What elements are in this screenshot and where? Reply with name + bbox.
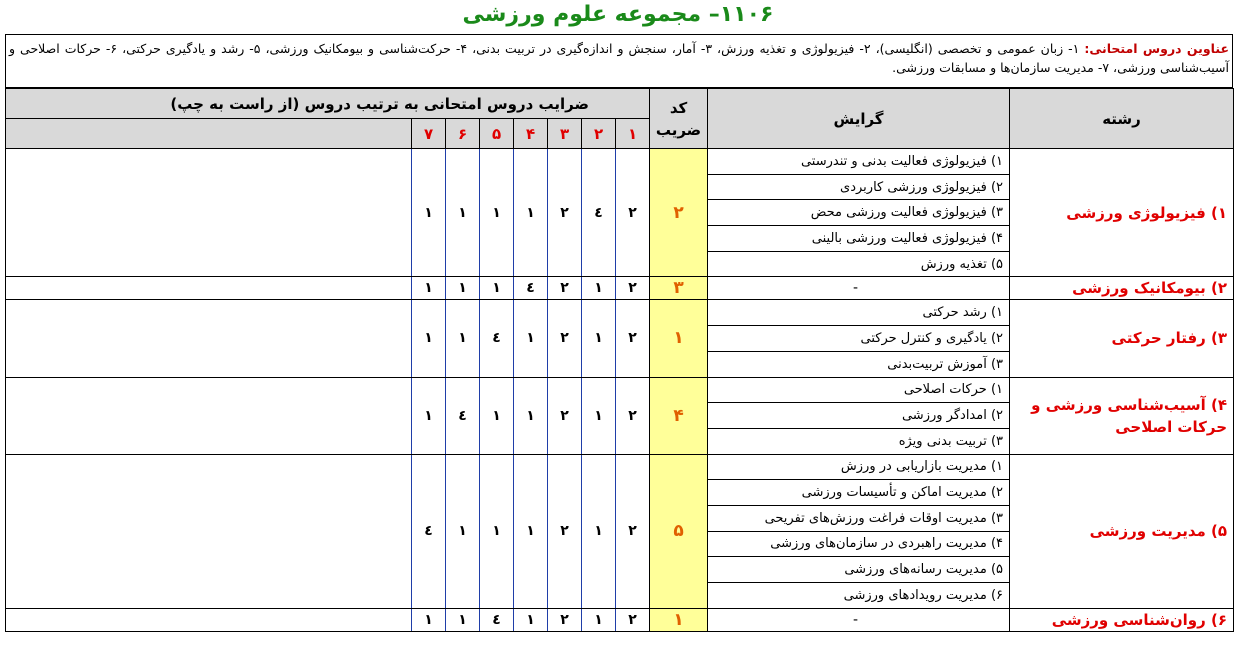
header-field: رشته	[1010, 89, 1234, 149]
coefficient-value: ۱	[412, 277, 446, 300]
coefficient-value: ۱	[412, 300, 446, 377]
coefficient-value: ۲	[548, 454, 582, 608]
coef-number-1: ۱	[616, 119, 650, 149]
coefficient-value: ۲	[548, 300, 582, 377]
track-name: ۵) تغذیه ورزش	[708, 251, 1010, 277]
exam-subjects-intro	[5, 34, 1233, 88]
coefficient-value: ۱	[514, 300, 548, 377]
track-name: ۵) مدیریت رسانه‌های ورزشی	[708, 557, 1010, 583]
coefficient-value: ۱	[514, 608, 548, 631]
coefficient-code: ۱	[650, 608, 708, 631]
track-name: ۴) فیزیولوژی فعالیت ورزشی بالینی	[708, 226, 1010, 252]
coefficient-value: ۱	[480, 277, 514, 300]
coefficient-value: ۱	[446, 608, 480, 631]
coefficient-code: ۵	[650, 454, 708, 608]
table-row	[6, 454, 1234, 480]
empty-cell	[6, 608, 412, 631]
empty-cell	[6, 454, 412, 608]
coefficient-value: ۱	[446, 454, 480, 608]
coefficient-value: ۲	[548, 277, 582, 300]
coefficient-value: ۲	[548, 377, 582, 454]
coefficient-value: ۱	[480, 377, 514, 454]
header-track: گرایش	[708, 89, 1010, 149]
field-name: ۳) رفتار حرکتی	[1010, 300, 1234, 377]
header-code-label: کد ضریب	[655, 98, 702, 139]
coefficient-value: ۲	[616, 277, 650, 300]
coefficient-value: ۱	[582, 608, 616, 631]
coefficient-value: ۱	[412, 608, 446, 631]
track-name: ۱) حرکات اصلاحی	[708, 377, 1010, 403]
track-name: ۲) فیزیولوژی ورزشی کاربردی	[708, 174, 1010, 200]
coefficient-value: ۲	[616, 149, 650, 277]
track-name: ۲) یادگیری و کنترل حرکتی	[708, 326, 1010, 352]
coefficient-value: ۱	[514, 377, 548, 454]
coefficient-value: ٤	[480, 300, 514, 377]
coefficient-value: ۱	[480, 149, 514, 277]
header-code	[650, 89, 708, 149]
coefficient-value: ۱	[582, 277, 616, 300]
coefficient-value: ٤	[514, 277, 548, 300]
coefficient-code: ۱	[650, 300, 708, 377]
coefficient-value: ۱	[480, 454, 514, 608]
track-name: ۱) مدیریت بازاریابی در ورزش	[708, 454, 1010, 480]
coef-number-5: ۵	[480, 119, 514, 149]
header-empty	[6, 119, 412, 149]
coefficient-value: ٤	[412, 454, 446, 608]
table-row	[6, 377, 1234, 403]
coefficient-value: ٤	[582, 149, 616, 277]
table-row	[6, 277, 1234, 300]
track-name: ۲) مدیریت اماکن و تأسیسات ورزشی	[708, 480, 1010, 506]
coefficient-value: ۱	[514, 149, 548, 277]
track-name: ۳) فیزیولوژی فعالیت ورزشی محض	[708, 200, 1010, 226]
coefficient-value: ۱	[446, 149, 480, 277]
coefficient-code: ۳	[650, 277, 708, 300]
field-name: ۵) مدیریت ورزشی	[1010, 454, 1234, 608]
track-name: -	[708, 608, 1010, 631]
track-name: ۱) فیزیولوژی فعالیت بدنی و تندرستی	[708, 149, 1010, 175]
coef-number-3: ۳	[548, 119, 582, 149]
field-name: ۴) آسیب‌شناسی ورزشی و حرکات اصلاحی	[1010, 377, 1234, 454]
coefficient-value: ٤	[446, 377, 480, 454]
field-name: ۲) بیومکانیک ورزشی	[1010, 277, 1234, 300]
coef-number-6: ۶	[446, 119, 480, 149]
table-row	[6, 300, 1234, 326]
empty-cell	[6, 277, 412, 300]
track-name: -	[708, 277, 1010, 300]
coefficient-value: ۱	[446, 300, 480, 377]
coefficient-value: ۱	[412, 377, 446, 454]
empty-cell	[6, 149, 412, 277]
track-name: ۳) تربیت بدنی ویژه	[708, 428, 1010, 454]
coefficient-value: ۱	[514, 454, 548, 608]
exam-subjects-text: ۱- زبان عمومی و تخصصی (انگلیسی)، ۲- فیزیولوژی و تغذیه ورزش، ۳- آمار، سنجش و اندازه‌گیری در تربیت بدنی، ۴- حرکت‌شناسی و بیومکانیک ورزشی، ۵- رشد و یادگیری حرکتی، ۶- حرکات اصلاحی و آسیب‌شناسی ورزشی، ۷- مدیریت سازمان‌ها و مسابقات ورزشی.	[9, 41, 1229, 75]
track-name: ۳) آموزش تربیت‌بدنی	[708, 351, 1010, 377]
coefficient-value: ۲	[616, 608, 650, 631]
coefficient-value: ۱	[582, 454, 616, 608]
table-row	[6, 608, 1234, 631]
field-name: ۱) فیزیولوژی ورزشی	[1010, 149, 1234, 277]
page-title: ۱۱۰۶– مجموعه علوم ورزشی	[462, 2, 774, 27]
field-name: ۶) روان‌شناسی ورزشی	[1010, 608, 1234, 631]
coefficient-code: ۴	[650, 377, 708, 454]
track-name: ۲) امدادگر ورزشی	[708, 403, 1010, 429]
empty-cell	[6, 300, 412, 377]
coefficient-value: ۲	[616, 300, 650, 377]
table-row	[6, 149, 1234, 175]
coef-number-2: ۲	[582, 119, 616, 149]
coef-number-7: ۷	[412, 119, 446, 149]
track-name: ۶) مدیریت رویدادهای ورزشی	[708, 583, 1010, 609]
header-coefficients: ضرایب دروس امتحانی به ترتیب دروس (از راست به چپ)	[6, 89, 650, 119]
coefficient-code: ۲	[650, 149, 708, 277]
coefficient-value: ۱	[412, 149, 446, 277]
coefficient-value: ۱	[582, 377, 616, 454]
coefficient-value: ۲	[616, 377, 650, 454]
coefficients-table	[5, 88, 1234, 632]
coefficient-value: ۱	[446, 277, 480, 300]
coefficient-value: ۲	[616, 454, 650, 608]
coefficient-value: ۲	[548, 608, 582, 631]
track-name: ۴) مدیریت راهبردی در سازمان‌های ورزشی	[708, 531, 1010, 557]
exam-subjects-label: عناوین دروس امتحانی:	[1084, 41, 1229, 56]
track-name: ۳) مدیریت اوقات فراغت ورزش‌های تفریحی	[708, 505, 1010, 531]
table-body	[6, 149, 1234, 632]
track-name: ۱) رشد حرکتی	[708, 300, 1010, 326]
coefficient-value: ۲	[548, 149, 582, 277]
coefficient-value: ٤	[480, 608, 514, 631]
coefficient-value: ۱	[582, 300, 616, 377]
coef-number-4: ۴	[514, 119, 548, 149]
empty-cell	[6, 377, 412, 454]
